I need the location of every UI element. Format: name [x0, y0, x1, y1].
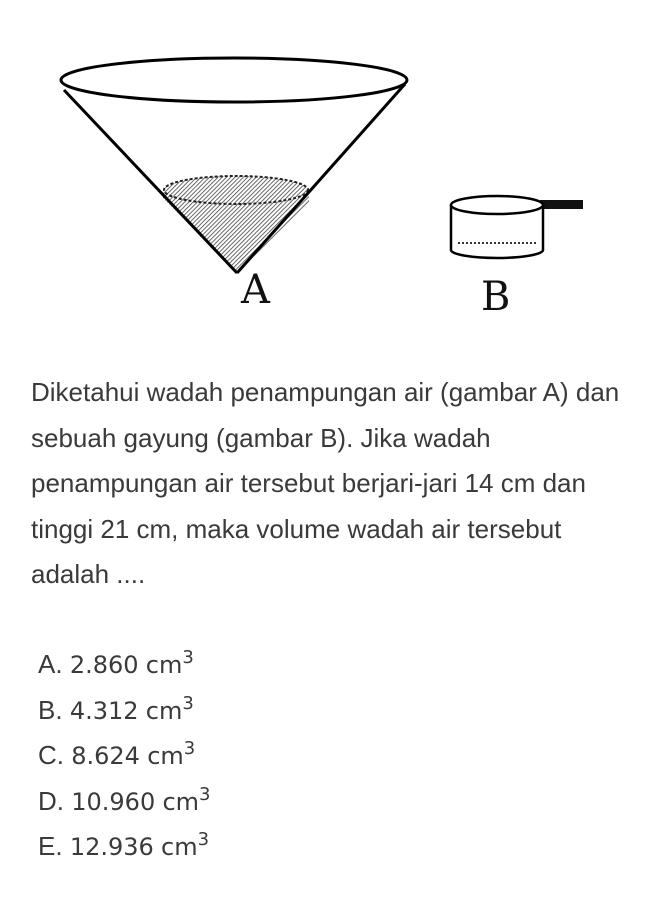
option-unit	[145, 692, 194, 725]
option-value: 12.936	[69, 833, 154, 861]
option-letter: E.	[38, 831, 63, 861]
figure-area	[0, 0, 653, 340]
option-value: 2.860	[69, 651, 139, 679]
option-c[interactable]	[38, 733, 598, 779]
answer-options	[38, 642, 598, 870]
option-unit	[145, 647, 194, 679]
scoop-b	[451, 196, 583, 258]
option-e[interactable]	[38, 824, 598, 870]
unit-text: cm	[145, 696, 183, 725]
figure-a-label: A	[241, 267, 270, 313]
option-unit	[147, 738, 196, 770]
unit-text: cm	[161, 833, 198, 861]
option-letter: B.	[38, 694, 63, 725]
option-letter: A.	[38, 649, 63, 679]
unit-exponent: 3	[183, 738, 196, 759]
option-b[interactable]	[38, 688, 598, 734]
option-value: 8.624	[71, 742, 140, 770]
cone-container-a	[61, 58, 407, 273]
figure-b-label: B	[481, 274, 511, 320]
option-letter: D.	[38, 785, 64, 816]
option-d[interactable]	[38, 779, 598, 825]
figure-svg	[0, 0, 653, 340]
unit-exponent: 3	[182, 647, 194, 668]
option-value: 10.960	[71, 787, 156, 816]
question-text: Diketahui wadah penampungan air (gambar A) dan sebuah gayung (gambar B). Jika wadah penampungan air tersebut berjari-jari 14 cm dan tinggi 21 cm, maka volume wadah air tersebut adalah ....	[31, 377, 620, 589]
cone-water-surface	[164, 176, 308, 204]
unit-exponent: 3	[197, 829, 210, 850]
cone-rim	[61, 58, 407, 102]
option-unit	[162, 783, 211, 816]
unit-text: cm	[162, 787, 200, 816]
unit-text: cm	[145, 651, 183, 679]
scoop-rim	[451, 196, 543, 214]
option-unit	[161, 829, 210, 861]
scoop-handle	[540, 200, 583, 209]
unit-exponent: 3	[182, 692, 194, 714]
option-value: 4.312	[69, 696, 139, 725]
option-a[interactable]	[38, 642, 598, 688]
unit-exponent: 3	[199, 783, 211, 805]
unit-text: cm	[147, 742, 184, 770]
option-letter: C.	[38, 740, 64, 770]
